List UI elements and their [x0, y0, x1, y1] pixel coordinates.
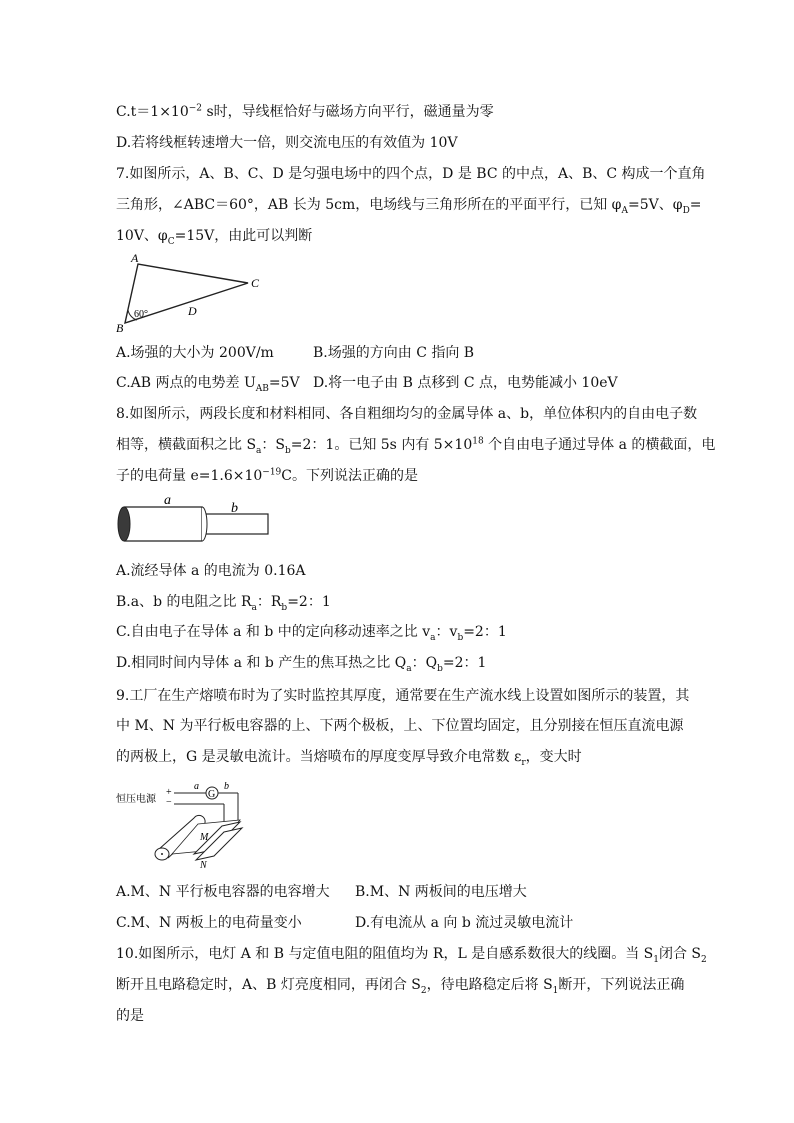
q7-triangle-figure — [112, 250, 272, 334]
label-m: M — [200, 832, 209, 843]
conductor-a-end-face — [118, 507, 130, 541]
q8-conductor-figure — [112, 494, 274, 546]
q8-stem-line1: 8.如图所示，两段长度和材料相同、各自粗细均匀的金属导体 a、b，单位体积内的自由电子数 — [116, 406, 698, 422]
q7-option-d: D.将一电子由 B 点移到 C 点，电势能减小 10eV — [313, 375, 618, 391]
q9-option-a: A.M、N 平行板电容器的电容增大 — [116, 884, 330, 900]
q10-stem-line3: 的是 — [116, 1008, 144, 1024]
q7-option-b: B.场强的方向由 C 指向 B — [313, 345, 475, 361]
q9-option-c: C.M、N 两板上的电荷量变小 — [116, 915, 302, 931]
minus-sign: − — [166, 797, 172, 808]
q9-stem-line1: 9.工厂在生产熔喷布时为了实时监控其厚度，通常要在生产流水线上设置如图所示的装置，其 — [116, 688, 690, 704]
label-a: a — [164, 494, 171, 508]
label-d: D — [188, 304, 197, 318]
q8-option-c: C.自由电子在导体 a 和 b 中的定向移动速率之比 $v_a$：$v_b=2$：1 — [116, 624, 507, 643]
label-b: B — [116, 321, 124, 334]
q6-option-d: D.若将线框转速增大一倍，则交流电压的有效值为 10V — [116, 135, 458, 151]
q9-option-d: D.有电流从 a 向 b 流过灵敏电流计 — [355, 915, 574, 931]
q9-capacitor-figure — [114, 778, 250, 868]
label-c: C — [251, 276, 260, 290]
q8-option-b: B.a、b 的电阻之比 $R_a$：$R_b=2$：1 — [116, 594, 331, 613]
label-b: b — [231, 501, 238, 516]
power-source-label: 恒压电源 — [116, 794, 156, 805]
q8-stem-line2: 相等，横截面积之比 $S_a$：$S_b=2$：1。已知 5s 内有 $5\times 10^{18}$ 个自由电子通过导体 a 的横截面，电 — [116, 436, 716, 456]
q7-stem-line3: 10V、$\varphi_C=15V$，由此可以判断 — [116, 228, 313, 247]
q9-stem-line2: 中 M、N 为平行板电容器的上、下两个极板，上、下位置均固定，且分别接在恒压直流电源 — [116, 718, 684, 734]
q8-stem-line3: 子的电荷量 $e=1.6\times 10^{-19}C$。下列说法正确的是 — [116, 467, 418, 484]
conductor-b — [200, 514, 268, 534]
label-a: a — [194, 781, 199, 792]
galvanometer-label: G — [208, 789, 216, 800]
q8-option-d: D.相同时间内导体 a 和 b 产生的焦耳热之比 $Q_a$：$Q_b=2$：1 — [116, 655, 487, 674]
conductor-a-right-edge — [202, 507, 207, 541]
q7-option-c: C.AB 两点的电势差 $U_{AB}=5V$ — [116, 375, 300, 394]
conductor-a-body — [124, 507, 202, 541]
q9-stem-line3: 的两极上，G 是灵敏电流计。当熔喷布的厚度变厚导致介电常数 $\varepsilon_r$，变大时 — [116, 749, 582, 768]
q7-option-a: A.场强的大小为 200V/m — [116, 345, 274, 361]
q7-stem-line1: 7.如图所示，A、B、C、D 是匀强电场中的四个点，D 是 BC 的中点，A、B、C 构成一个直角 — [116, 166, 706, 182]
q9-option-b: B.M、N 两板间的电压增大 — [355, 884, 527, 900]
q10-stem-line2: 断开且电路稳定时，A、B 灯亮度相同，再闭合 $S_2$，待电路稳定后将 $S_1$断开，下列说法正确 — [116, 977, 685, 996]
q7-stem-line2: 三角形，∠ABC＝60°，AB 长为 5cm，电场线与三角形所在的平面平行，已知 $\varphi_A=5V$、$\varphi_D=$ — [116, 197, 702, 216]
roller-axis — [161, 853, 163, 855]
q10-stem-line1: 10.如图所示，电灯 A 和 B 与定值电阻的阻值均为 R，L 是自感系数很大的线圈。当 $S_1$闭合 $S_2$ — [116, 946, 707, 965]
q6-option-c: $C.t=1\times 10^{-2}$ s时，导线框恰好与磁场方向平行，磁通量为零 — [116, 103, 494, 120]
plus-sign: + — [166, 787, 172, 798]
label-angle: 60° — [134, 309, 148, 320]
label-a: A — [131, 251, 139, 265]
label-b: b — [224, 781, 229, 792]
q8-option-a: A.流经导体 a 的电流为 0.16A — [116, 563, 306, 579]
label-n: N — [200, 860, 207, 868]
